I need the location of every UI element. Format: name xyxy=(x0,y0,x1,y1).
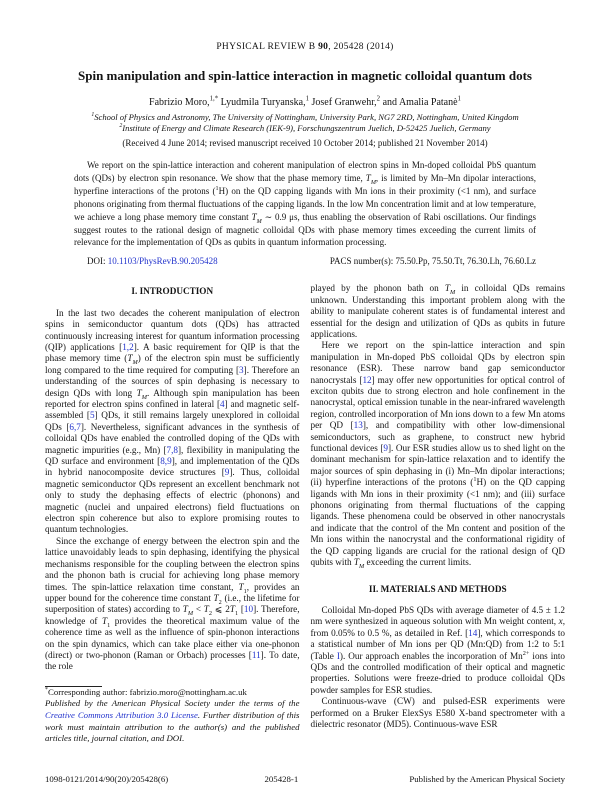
column-left xyxy=(45,283,300,745)
table-link[interactable]: I xyxy=(336,650,340,661)
citation-link[interactable]: 5 xyxy=(89,410,95,421)
citation-link[interactable]: 7,8 xyxy=(166,444,178,455)
citation-link[interactable]: 9 xyxy=(383,443,388,454)
doi-line xyxy=(74,256,218,266)
column-right xyxy=(311,283,566,745)
paragraph: Continuous-wave (CW) and pulsed-ESR experiments were performed on a Bruker ElexSys E580 X-band spectrometer with a dielectric resonator (MD5). Continuous-wave ESR xyxy=(310,696,565,729)
citation-link[interactable]: 4 xyxy=(220,399,225,409)
citation-link[interactable]: 1,2 xyxy=(122,341,134,352)
citation-link[interactable]: 11 xyxy=(251,649,261,660)
paragraph: played by the phonon bath on $T_M$ in colloidal QDs remains unknown. Understanding this important problem along with the ability to manipulate coherent states is of fundamental interest and essential for the design and utilization of QDs as qubits in future applications. xyxy=(310,283,565,339)
citation-link[interactable]: 12 xyxy=(362,374,372,385)
footer-page-number: 205428-1 xyxy=(264,774,299,784)
page-footer xyxy=(45,774,565,784)
paragraph: Colloidal Mn-doped PbS QDs with average diameter of 4.5 ± 1.2 nm were synthesized in aqueous solution with Mn weight content, x, from 0.05% to 0.5 %, as detailed in Ref. [14], which corresponds to a statistical number of Mn ions per QD (Mn:QD) from 1:2 to 5:1 (Table I). Our approach enables the incorporation of $Mn^{2+}$ ions into QDs and the controlled modification of their optical and magnetic properties. Solutions were freeze-dried to produce colloidal QDs powder samples for ESR studies. xyxy=(310,604,566,695)
two-column-body xyxy=(45,283,565,745)
citation-link[interactable]: 13 xyxy=(353,420,363,431)
paragraph: In the last two decades the coherent manipulation of electron spins in semiconductor quantum dots (QDs) has attracted continuously increasing interest for quantum information processing (QIP) applications [1,2]. A basic requirement for QIP is that the phase memory time $(T_M)$ of the electron spin must be sufficiently long compared to the time required for computing [3]. Therefore an understanding of the sources of spin dephasing is necessary to design QDs with long $T_M$. Although spin manipulation has been reported for electron spins confined in lateral [4] and magnetic self-assembled [5] QDs, it still remains largely unexplored in colloidal QDs [6,7]. Nevertheless, significant advances in the synthesis of colloidal QDs have enabled the controlled doping of the QDs with magnetic impurities (e.g., Mn) [7,8], flexibility in manipulating the QD surface and environment [8,9], and implementation of the QDs in hybrid nanocomposite device structures [9]. Thus, colloidal magnetic semiconductor QDs represent an excellent benchmark not only to study the dephasing effects of electric (phonons) and magnetic (nuclei and unpaired electrons) field fluctuations on electron spin coherence but also to explore promising routes to quantum technologies. xyxy=(45,307,300,535)
citation-link[interactable]: 14 xyxy=(468,627,478,638)
doi-label: DOI: xyxy=(87,256,106,267)
section-heading-introduction: I. INTRODUCTION xyxy=(131,286,214,297)
footer-publisher: Published by the American Physical Society xyxy=(409,774,565,784)
doi-link[interactable]: 10.1103/PhysRevB.90.205428 xyxy=(107,256,218,267)
cc-license-link[interactable]: Creative Commons Attribution 3.0 License xyxy=(45,709,198,720)
affiliations xyxy=(45,112,565,134)
citation-link[interactable]: 10 xyxy=(243,604,254,615)
corresponding-author-note: *Corresponding author: fabrizio.moro@nottingham.ac.uk xyxy=(45,686,247,697)
paragraph: Here we report on the spin-lattice interaction and spin manipulation in Mn-doped PbS colloidal QDs by electron spin resonance (ESR). These narrow band gap semiconductor nanocrystals [12] may offer new opportunities for optical control of exciton qubits due to strong electron and hole confinement in the nanocrystal, optical emission tunable in the near-infrared wavelength region, controlled incorporation of Mn ions down to a few Mn atoms per QD [13], and compatibility with other low-dimensional semiconductors, such as graphene, to construct new hybrid functional devices [9]. Our ESR studies allow us to shed light on the dominant mechanism for spin-lattice relaxation and to identify the major sources of spin dephasing in (i) Mn–Mn dipolar interactions; (ii) hyperfine interactions of the protons ($^1$H) on the QD capping ligands with Mn ions in their proximity (<1 nm); and (iii) surface phonons originating from thermal fluctuations of the capping ligands. These phenomena could be observed in other nanocrystals and indicate that the control of the Mn content and position of the Mn ions within the nanocrystal and the conformational rigidity of the QD capping ligands are crucial for the rational design of QD qubits with $T_M$ exceeding the current limits. xyxy=(310,340,566,570)
citation-link[interactable]: 3 xyxy=(239,364,244,375)
doi-pacs-row xyxy=(74,256,536,266)
section-heading-materials-methods: II. MATERIALS AND METHODS xyxy=(368,583,507,594)
affiliation-1: $^1$School of Physics and Astronomy, The University of Nottingham, University Park, NG7 2RD, Nottingham, United Kingdom xyxy=(91,112,519,122)
footer-issn-code: 1098-0121/2014/90(20)/205428(6) xyxy=(45,774,169,784)
affiliation-2: $^2$Institute of Energy and Climate Research (IEK-9), Forschungszentrum Juelich, D-52425 Juelich, Germany xyxy=(119,123,491,133)
paper-title: Spin manipulation and spin-lattice interaction in magnetic colloidal quantum dots xyxy=(78,68,532,83)
received-line: (Received 4 June 2014; revised manuscript received 10 October 2014; published 21 November 2014) xyxy=(122,138,488,148)
pacs-numbers: PACS number(s): 75.50.Pp, 75.50.Tt, 76.30.Lh, 76.60.Lz xyxy=(329,256,536,267)
authors-line: Fabrizio Moro,$^{1,*}$ Lyudmila Turyanska,$^1$ Josef Granwehr,$^2$ and Amalia Patanè$^1$ xyxy=(149,95,461,108)
paragraph: Since the exchange of energy between the electron spin and the lattice unavoidably leads to spin dephasing, identifying the physical mechanisms responsible for the coupling between the electron spins and the phonon bath is crucial for achieving long phase memory times. The spin-lattice relaxation time constant, $T_1$, provides an upper bound for the coherence time constant $T_2$ (i.e., the lifetime for superposition of states) according to $T_M < T_2$ ⩽ $2T_1$ [10]. Therefore, knowledge of $T_1$ provides the theoretical maximum value of the coherence time as well as the influence of spin-phonon interactions on the spin dynamics, which can take place either via one-phonon (direct) or two-phonon (Raman or Orbach) processes [11]. To date, the role xyxy=(45,535,300,672)
abstract: We report on the spin-lattice interaction and coherent manipulation of electron spins in Mn-doped colloidal PbS quantum dots (QDs) by electron spin resonance. We show that the phase memory time, $T_M$, is limited by Mn–Mn dipolar interactions, hyperfine interactions of the protons ($^1$H) on the QD capping ligands with Mn ions in their proximity (<1 nm), and surface phonons originating from thermal fluctuations of the capping ligands. In the low Mn concentration limit and at low temperature, we achieve a long phase memory time constant $T_M$ ∼ 0.9 μs, thus enabling the observation of Rabi oscillations. Our findings suggest routes to the rational design of magnetic colloidal QDs with phase memory times exceeding the current limits of relevance for the implementation of QDs as qubits in quantum information processing. xyxy=(74,160,537,248)
citation-link[interactable]: 8,9 xyxy=(160,456,172,467)
citation-link[interactable]: 6,7 xyxy=(69,421,81,432)
license-note: Published by the American Physical Society under the terms of the Creative Commons Attribution 3.0 License. Further distribution of this work must maintain attribution to the author(s) and the published articles title, journal citation, and DOI. xyxy=(45,698,300,744)
journal-header: PHYSICAL REVIEW B 90, 205428 (2014) xyxy=(216,42,394,52)
citation-link[interactable]: 9 xyxy=(224,467,230,478)
